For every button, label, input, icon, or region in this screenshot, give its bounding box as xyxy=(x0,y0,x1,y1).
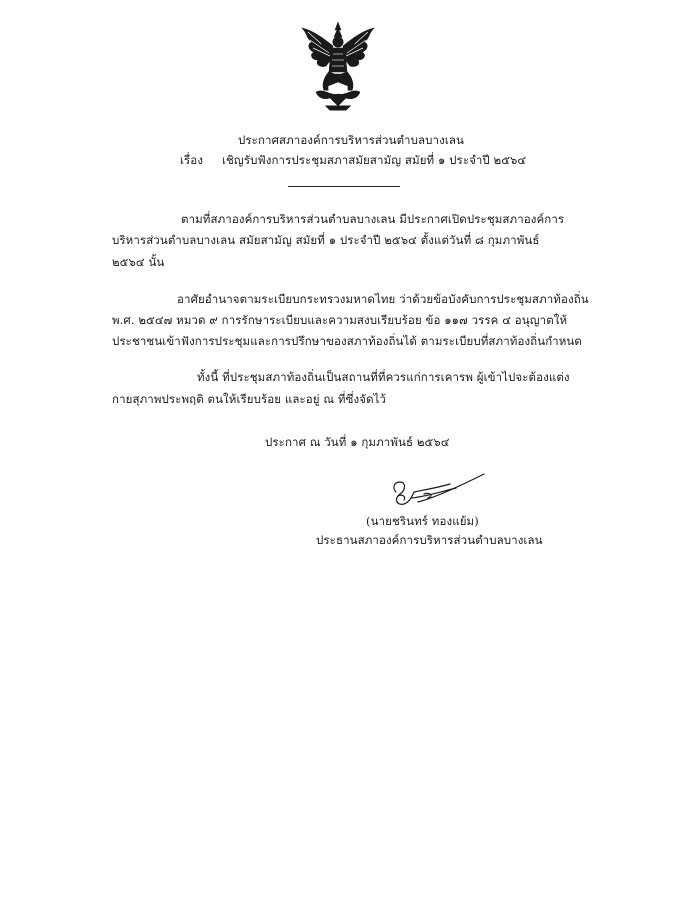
para3-line1: ทั้งนี้ ที่ประชุมสภาท้องถิ่นเป็นสถานที่ที่ควรแก่การเคารพ ผู้เข้าไปจะต้องแต่ง xyxy=(197,370,570,384)
para2-line3: ประชาชนเข้าฟังการประชุมและการปรึกษาของสภาท้องถิ่นได้ ตามระเบียบที่สภาท้องถิ่นกำหนด xyxy=(112,334,582,348)
para2-line2: พ.ศ. ๒๕๔๗ หมวด ๙ การรักษาระเบียบและความสงบเรียบร้อย ข้อ ๑๑๗ วรรค ๔ อนุญาตให้ xyxy=(112,313,568,327)
title-divider xyxy=(288,186,400,187)
signer-position: ประธานสภาองค์การบริหารส่วนตำบลบางเลน xyxy=(316,533,543,547)
para1-line3: ๒๕๖๔ นั้น xyxy=(112,255,165,269)
para3-line2: กายสุภาพประพฤติ ตนให้เรียบร้อย และอยู่ ณ ที่ซึ่งจัดไว้ xyxy=(112,392,387,406)
document-title: ประกาศสภาองค์การบริหารส่วนตำบลบางเลน xyxy=(238,133,464,147)
subject-label: เรื่อง xyxy=(180,153,204,167)
signer-name: (นายชรินทร์ ทองแย้ม) xyxy=(366,514,479,528)
handwritten-signature xyxy=(384,470,494,514)
para2-line1: อาศัยอำนาจตามระเบียบกระทรวงมหาดไทย ว่าด้วยข้อบังคับการประชุมสภาท้องถิ่น xyxy=(177,292,589,306)
para1-line2: บริหารส่วนตำบลบางเลน สมัยสามัญ สมัยที่ ๑ ประจำปี ๒๕๖๔ ตั้งแต่วันที่ ๘ กุมภาพันธ์ xyxy=(112,233,540,247)
garuda-emblem-icon xyxy=(298,20,378,112)
para1-line1: ตามที่สภาองค์การบริหารส่วนตำบลบางเลน มีประกาศเปิดประชุมสภาองค์การ xyxy=(181,212,565,226)
announcement-date: ประกาศ ณ วันที่ ๑ กุมภาพันธ์ ๒๕๖๔ xyxy=(265,435,450,449)
subject-text: เชิญรับฟังการประชุมสภาสมัยสามัญ สมัยที่ ๑ ประจำปี ๒๕๖๔ xyxy=(222,153,527,167)
